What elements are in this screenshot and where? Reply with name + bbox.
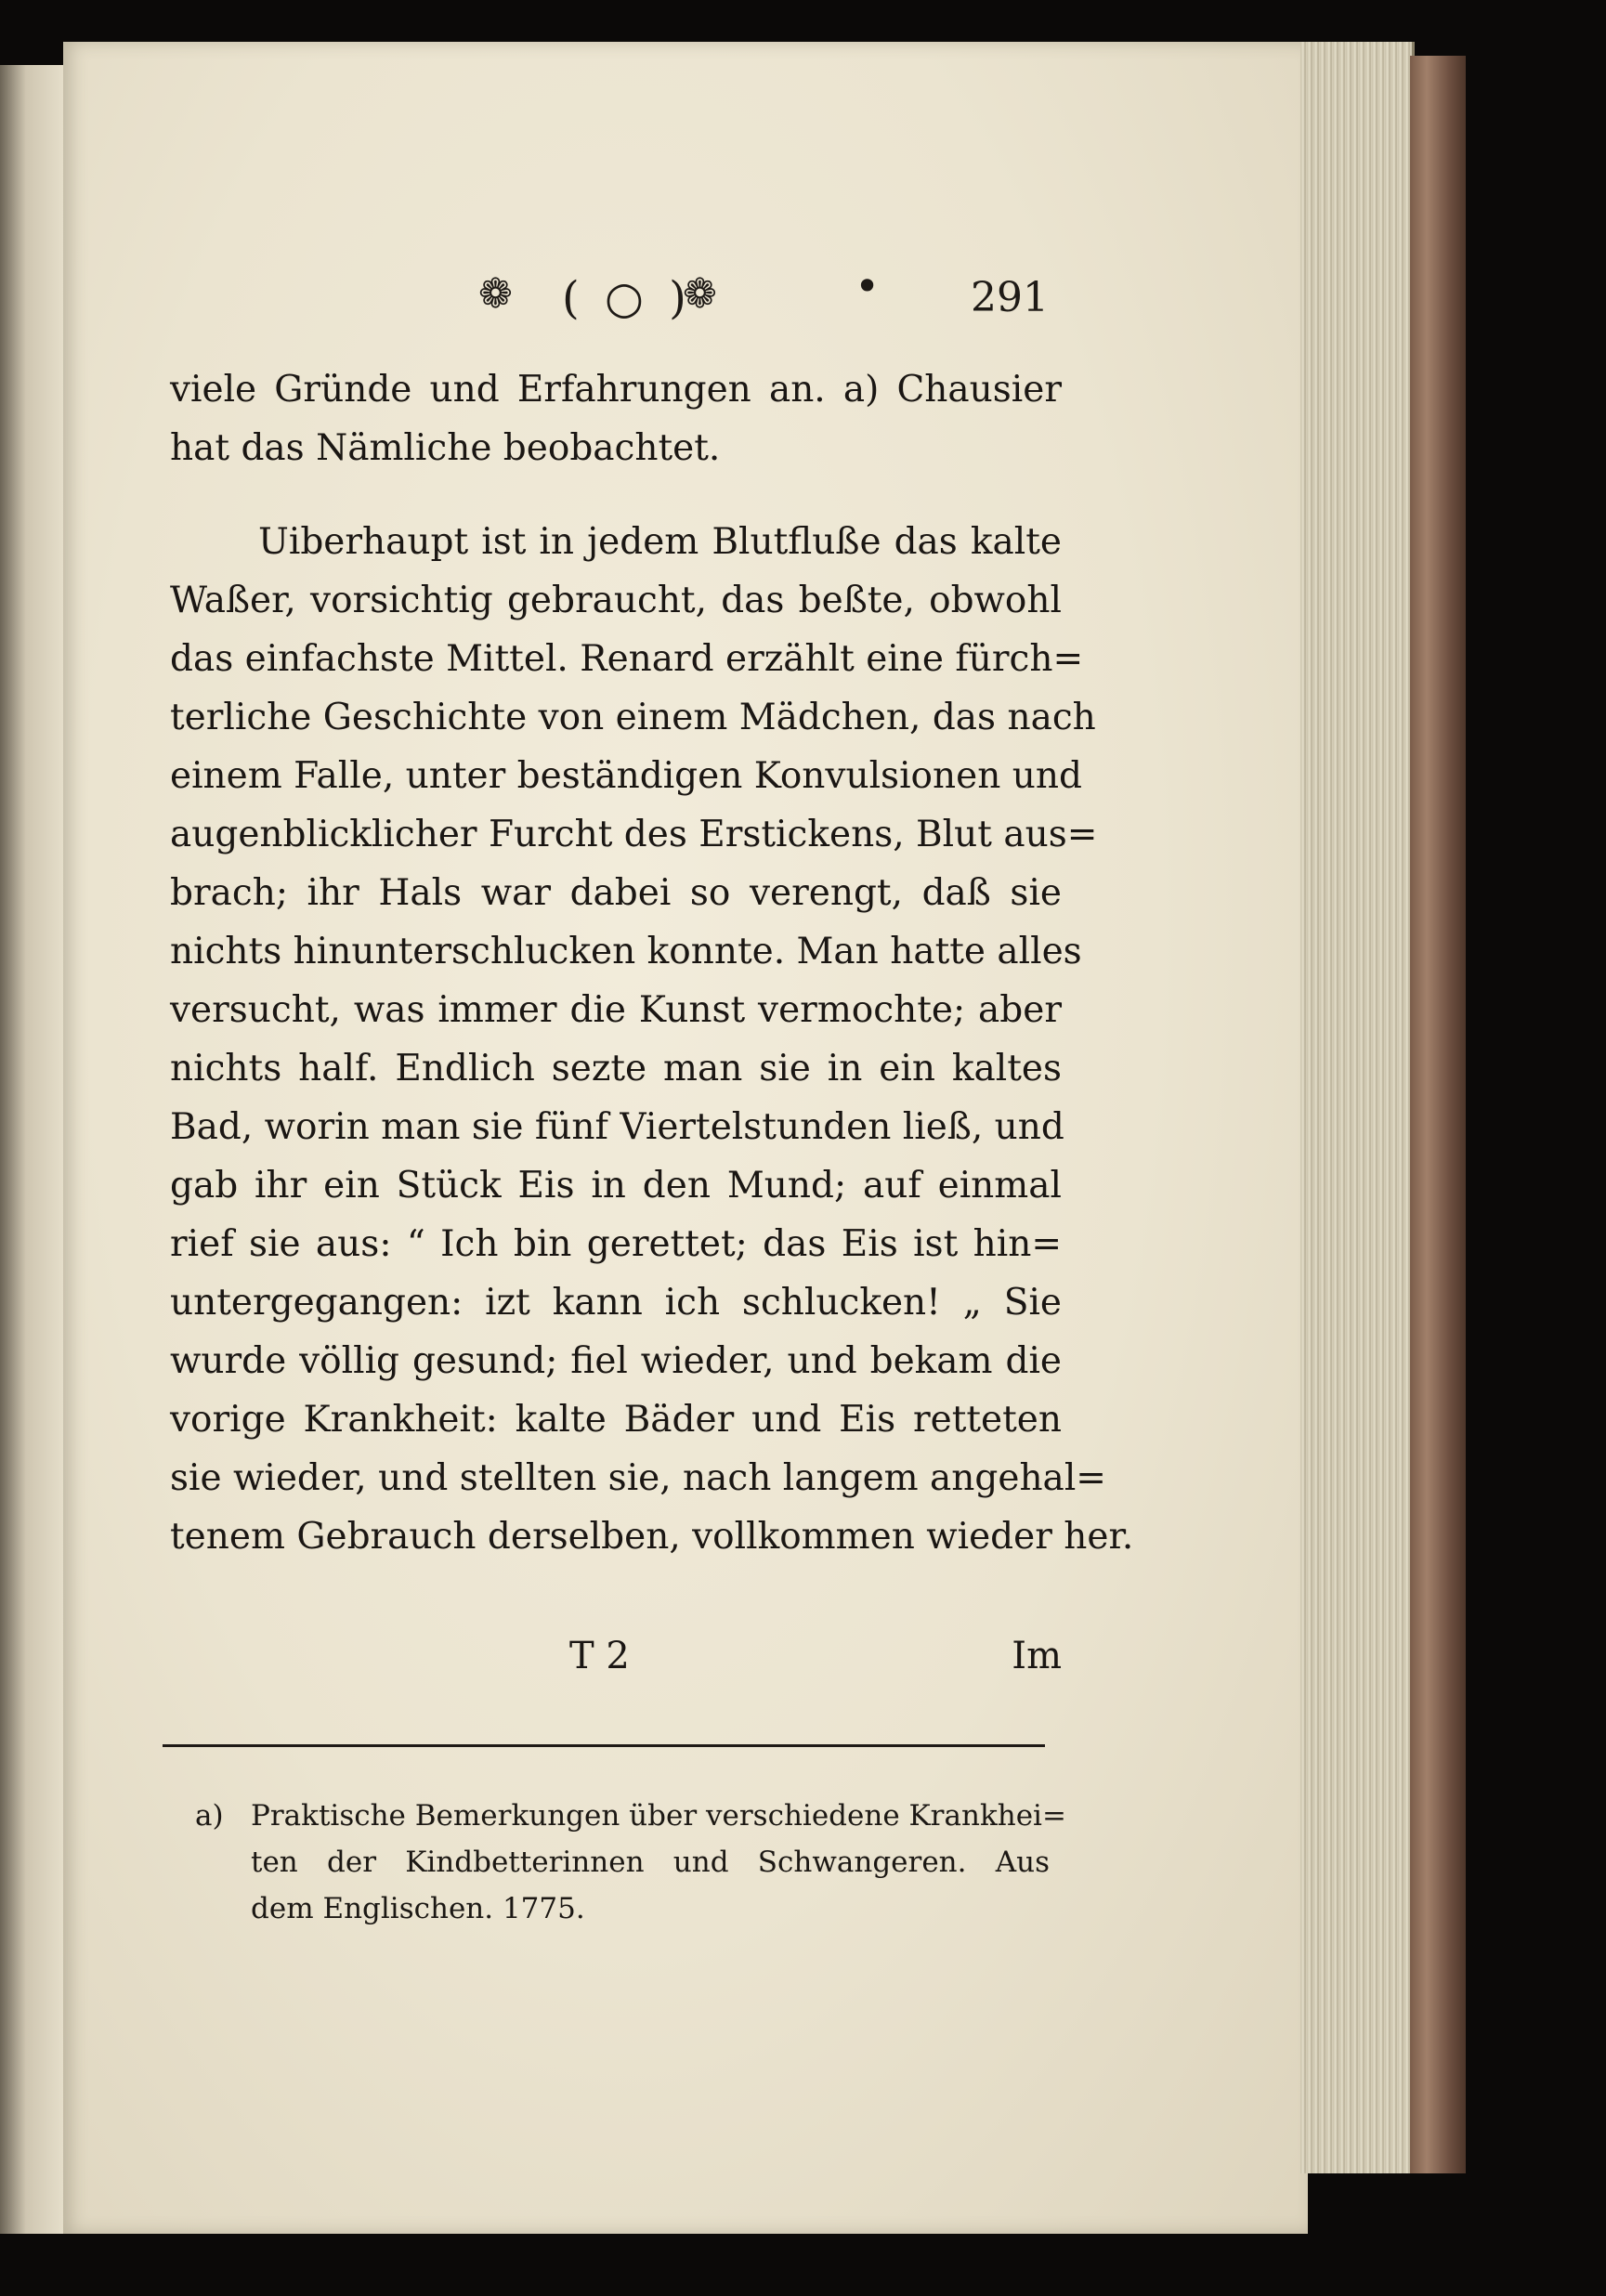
facing-page-edge — [0, 65, 67, 2234]
text-line: wurde völlig gesund; fiel wieder, und bekam die — [170, 1340, 1062, 1382]
text-line: einem Falle, unter beständigen Konvulsionen und — [170, 755, 1082, 797]
ornament-left-icon: ❁ — [478, 270, 513, 318]
body-text — [170, 360, 1134, 1566]
text-line: nichts hinunterschlucken konnte. Man hatte alles — [170, 931, 1082, 972]
footnote-line: Praktische Bemerkungen über verschiedene Krankhei= — [251, 1799, 1066, 1833]
footnote-line: ten der Kindbetterinnen und Schwangeren. Aus — [251, 1846, 1050, 1879]
header-dot: • — [855, 261, 881, 311]
page-number: 291 — [971, 274, 1049, 321]
text-line: sie wieder, und stellten sie, nach langem angehal= — [170, 1457, 1106, 1499]
header-parenthesis: ( ○ ) — [562, 272, 692, 324]
text-line: augenblicklicher Furcht des Erstickens, Blut aus= — [170, 814, 1098, 855]
ornament-right-icon: ❁ — [683, 270, 717, 318]
text-line: Waßer, vorsichtig gebraucht, das beßte, obwohl — [170, 580, 1062, 621]
text-line: tenem Gebrauch derselben, vollkommen wieder her. — [170, 1516, 1134, 1558]
text-line: viele Gründe und Erfahrungen an. a) Chausier — [170, 369, 1062, 411]
text-line: gab ihr ein Stück Eis in den Mund; auf einmal — [170, 1165, 1062, 1207]
text-line: Bad, worin man sie fünf Viertelstunden ließ, und — [170, 1106, 1064, 1148]
footnote-line: dem Englischen. 1775. — [251, 1892, 585, 1925]
text-line: vorige Krankheit: kalte Bäder und Eis retteten — [170, 1399, 1062, 1441]
footnote — [195, 1793, 1066, 1932]
footnote-marker: a) — [195, 1799, 224, 1833]
text-line: hat das Nämliche beobachtet. — [170, 427, 721, 469]
catchword: Im — [1012, 1635, 1062, 1677]
running-header — [163, 261, 1091, 339]
text-line: brach; ihr Hals war dabei so verengt, daß sie — [170, 872, 1062, 914]
text-line: untergegangen: izt kann ich schlucken! „ Sie — [170, 1282, 1062, 1324]
text-line: nichts half. Endlich sezte man sie in ein kaltes — [170, 1048, 1062, 1089]
book-cover-board — [1410, 56, 1466, 2173]
signature-mark: T 2 — [569, 1635, 630, 1677]
text-line: versucht, was immer die Kunst vermochte; aber — [170, 989, 1062, 1031]
text-line: terliche Geschichte von einem Mädchen, das nach — [170, 697, 1096, 738]
footnote-divider — [163, 1744, 1045, 1747]
text-line: rief sie aus: “ Ich bin gerettet; das Eis ist hin= — [170, 1223, 1062, 1265]
page-fore-edge — [1300, 42, 1415, 2173]
text-line: das einfachste Mittel. Renard erzählt eine fürch= — [170, 638, 1084, 680]
signature-line — [170, 1635, 1062, 1700]
text-line: Uiberhaupt ist in jedem Blutfluße das kalte — [258, 521, 1062, 563]
